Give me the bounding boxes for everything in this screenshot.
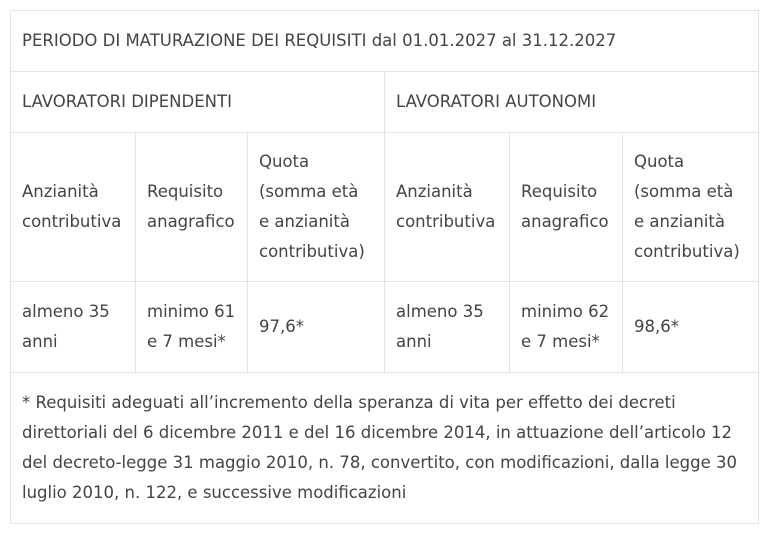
value-dipendenti-quota: 97,6* <box>248 282 385 373</box>
value-autonomi-requisito: minimo 62 e 7 mesi* <box>510 282 623 373</box>
table-title: PERIODO DI MATURAZIONE DEI REQUISITI dal 01.01.2027 al 31.12.2027 <box>11 11 759 72</box>
value-autonomi-anzianita: almeno 35 anni <box>385 282 510 373</box>
group-header-dipendenti: LAVORATORI DIPENDENTI <box>11 72 385 133</box>
header-dipendenti-anzianita: Anzianità contributiva <box>11 133 136 282</box>
value-autonomi-quota: 98,6* <box>623 282 759 373</box>
group-header-row <box>11 72 759 133</box>
value-dipendenti-requisito: minimo 61 e 7 mesi* <box>136 282 248 373</box>
header-dipendenti-requisito: Requisito anagrafico <box>136 133 248 282</box>
requirements-table <box>10 10 759 524</box>
header-dipendenti-quota: Quota (somma età e anzianità contributiva) <box>248 133 385 282</box>
footnote: * Requisiti adeguati all’incremento della speranza di vita per effetto dei decreti direttoriali del 6 dicembre 2011 e del 16 dicembre 2014, in attuazione dell’articolo 12 del decreto-legge 31 maggio 2010, n. 78, convertito, con modificazioni, dalla legge 30 luglio 2010, n. 122, e successive modificazioni <box>11 373 759 524</box>
header-autonomi-requisito: Requisito anagrafico <box>510 133 623 282</box>
table-title-row <box>11 11 759 72</box>
value-dipendenti-anzianita: almeno 35 anni <box>11 282 136 373</box>
column-header-row <box>11 133 759 282</box>
header-autonomi-anzianita: Anzianità contributiva <box>385 133 510 282</box>
footnote-row <box>11 373 759 524</box>
header-autonomi-quota: Quota (somma età e anzianità contributiva) <box>623 133 759 282</box>
group-header-autonomi: LAVORATORI AUTONOMI <box>385 72 759 133</box>
table-row <box>11 282 759 373</box>
